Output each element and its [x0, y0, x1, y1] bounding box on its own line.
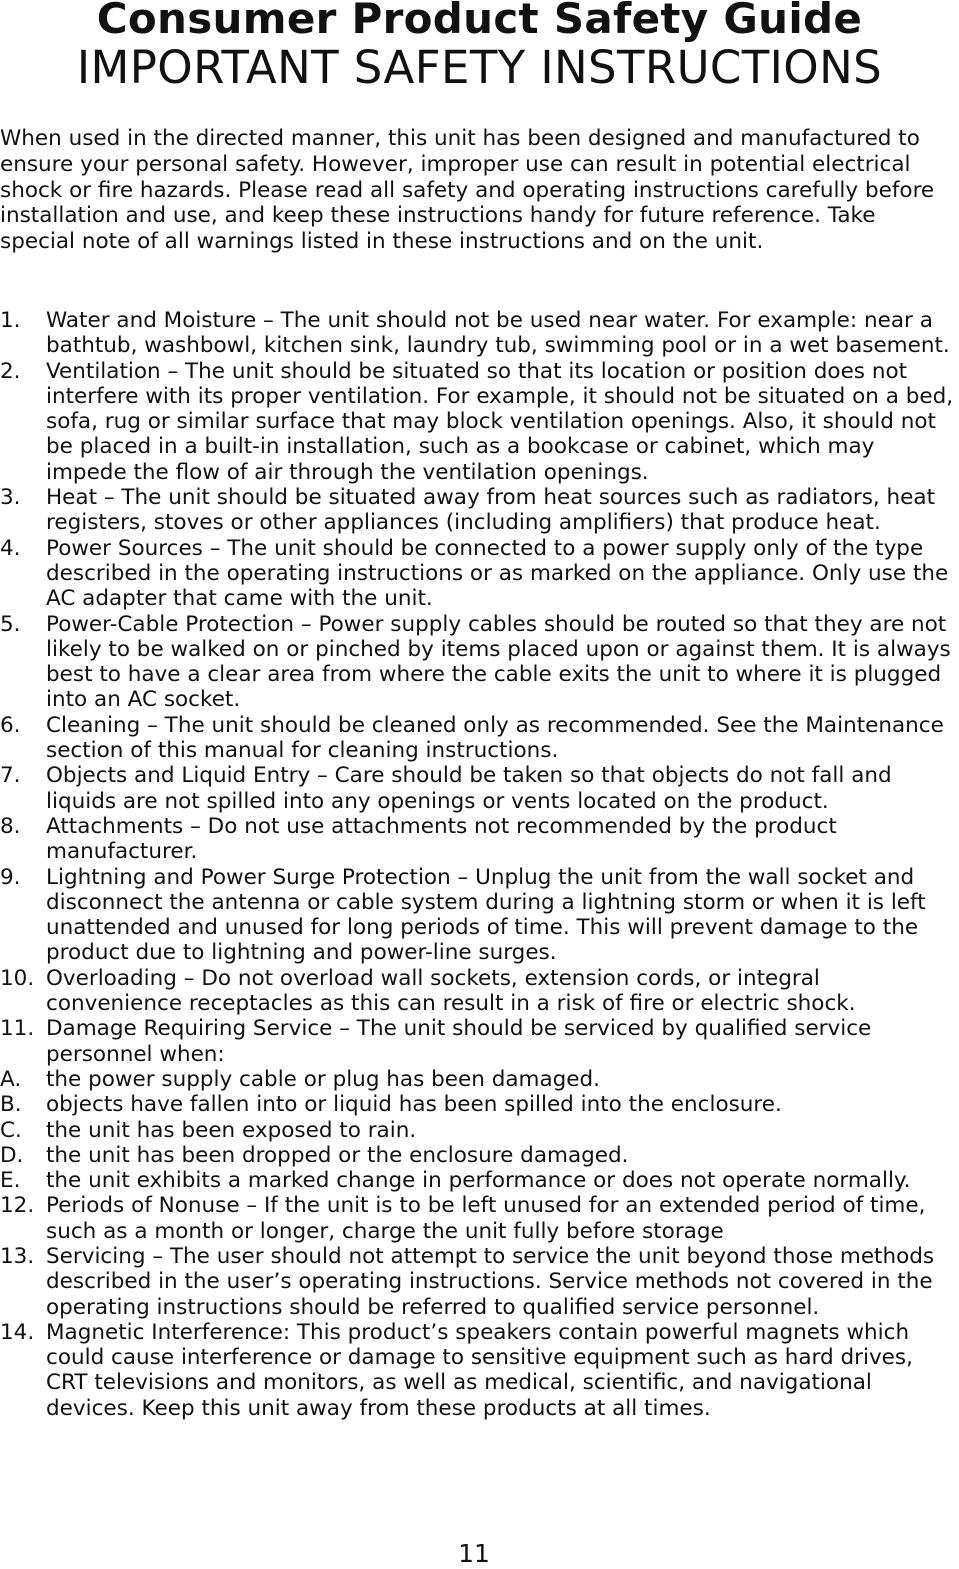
list-item — [0, 359, 959, 485]
list-item — [0, 1092, 959, 1117]
item-text: Attachments – Do not use attachments not recommended by the product manufacturer. — [46, 813, 837, 865]
item-number: 13. — [0, 1243, 35, 1269]
list-item — [0, 1067, 959, 1092]
list-item — [0, 865, 959, 966]
item-text: Water and Moisture – The unit should not be used near water. For example: near a bathtub, washbowl, kitchen sink, laundry tub, swimming pool or in a wet basement. — [46, 308, 950, 359]
item-letter: A. — [0, 1066, 22, 1092]
item-number: 9. — [0, 864, 21, 890]
item-letter: C. — [0, 1117, 22, 1143]
item-number: 5. — [0, 611, 21, 637]
item-text: Damage Requiring Service – The unit should be serviced by qualified service personnel when: — [46, 1016, 872, 1067]
list-item — [0, 1168, 959, 1193]
item-number: 14. — [0, 1319, 35, 1345]
list-item — [0, 713, 959, 764]
safety-instructions-list — [0, 308, 959, 1421]
item-text: Servicing – The user should not attempt to service the unit beyond those methods described in the user’s operating instructions. Service methods not covered in the operating instructions should be referred to qualified service personnel. — [46, 1243, 935, 1320]
item-text: Lightning and Power Surge Protection – Unplug the unit from the wall socket and disconnect the antenna or cable system during a lightning storm or when it is left unattended and unused for long periods of time. This will prevent damage to the product due to lightning and power-line surges. — [46, 864, 926, 966]
item-text: Ventilation – The unit should be situated so that its location or position does not interfere with its proper ventilation. For example, it should not be situated on a bed, sofa, rug or similar surface that may block ventilation openings. Also, it should not be placed in a built-in installation, such as a bookcase or cabinet, which may impede the flow of air through the ventilation openings. — [46, 358, 954, 485]
item-number: 1. — [0, 308, 21, 333]
list-item — [0, 1016, 959, 1067]
item-text: Power Sources – The unit should be connected to a power supply only of the type described in the operating instructions or as marked on the appliance. Only use the AC adapter that came with the unit. — [46, 535, 949, 612]
list-item — [0, 308, 959, 359]
item-text: Periods of Nonuse – If the unit is to be left unused for an extended period of time, such as a month or longer, charge the unit fully before storage — [46, 1193, 926, 1244]
list-item — [0, 485, 959, 536]
item-number: 2. — [0, 358, 21, 384]
page-title: Consumer Product Safety Guide — [96, 0, 863, 43]
list-item — [0, 1244, 959, 1320]
intro-paragraph: When used in the directed manner, this unit has been designed and manufactured to ensure your personal safety. However, improper use can result in potential electrical shock or fire hazards. Please read all safety and operating instructions carefully before installation and use, and keep these instructions handy for future reference. Take special note of all warnings listed in these instructions and on the unit. — [0, 126, 935, 255]
item-text: the unit exhibits a marked change in performance or does not operate normally. — [46, 1168, 911, 1194]
item-text: the power supply cable or plug has been damaged. — [46, 1066, 600, 1092]
list-item — [0, 536, 959, 612]
item-number: 6. — [0, 712, 21, 738]
page-subtitle: IMPORTANT SAFETY INSTRUCTIONS — [76, 41, 883, 94]
list-item — [0, 1118, 959, 1143]
item-number: 7. — [0, 763, 21, 789]
list-item — [0, 612, 959, 713]
list-item — [0, 1143, 959, 1168]
item-text: Magnetic Interference: This product’s speakers contain powerful magnets which could cause interference or damage to sensitive equipment such as hard drives, CRT televisions and monitors, as well as medical, scientific, and navigational devices. Keep this unit away from these products at all times. — [46, 1319, 913, 1421]
item-text: Overloading – Do not overload wall sockets, extension cords, or integral convenience receptacles as this can result in a risk of fire or electric shock. — [46, 965, 856, 1017]
item-number: 12. — [0, 1193, 35, 1219]
item-letter: D. — [0, 1142, 24, 1168]
item-text: Power-Cable Protection – Power supply cables should be routed so that they are not likely to be walked on or pinched by items placed upon or against them. It is always best to have a clear area from where the cable exits the unit to where it is plugged into an AC socket. — [46, 611, 951, 713]
item-number: 10. — [0, 965, 35, 991]
item-text: the unit has been exposed to rain. — [46, 1117, 417, 1143]
list-item — [0, 1320, 959, 1421]
item-text: objects have fallen into or liquid has been spilled into the enclosure. — [46, 1092, 782, 1118]
list-item — [0, 966, 959, 1017]
item-text: Cleaning – The unit should be cleaned only as recommended. See the Maintenance section of this manual for cleaning instructions. — [46, 712, 944, 764]
item-number: 8. — [0, 813, 21, 839]
item-number: 11. — [0, 1016, 35, 1042]
item-number: 4. — [0, 535, 21, 561]
item-text: Heat – The unit should be situated away from heat sources such as radiators, heat registers, stoves or other appliances (including amplifiers) that produce heat. — [46, 485, 936, 536]
page-number: 11 — [458, 1539, 490, 1568]
list-item — [0, 814, 959, 865]
item-text: the unit has been dropped or the enclosure damaged. — [46, 1142, 629, 1168]
item-letter: E. — [0, 1168, 21, 1194]
item-letter: B. — [0, 1092, 22, 1118]
item-text: Objects and Liquid Entry – Care should be taken so that objects do not fall and liquids are not spilled into any openings or vents located on the product. — [46, 763, 892, 814]
item-number: 3. — [0, 485, 21, 511]
list-item — [0, 1193, 959, 1244]
list-item — [0, 763, 959, 814]
